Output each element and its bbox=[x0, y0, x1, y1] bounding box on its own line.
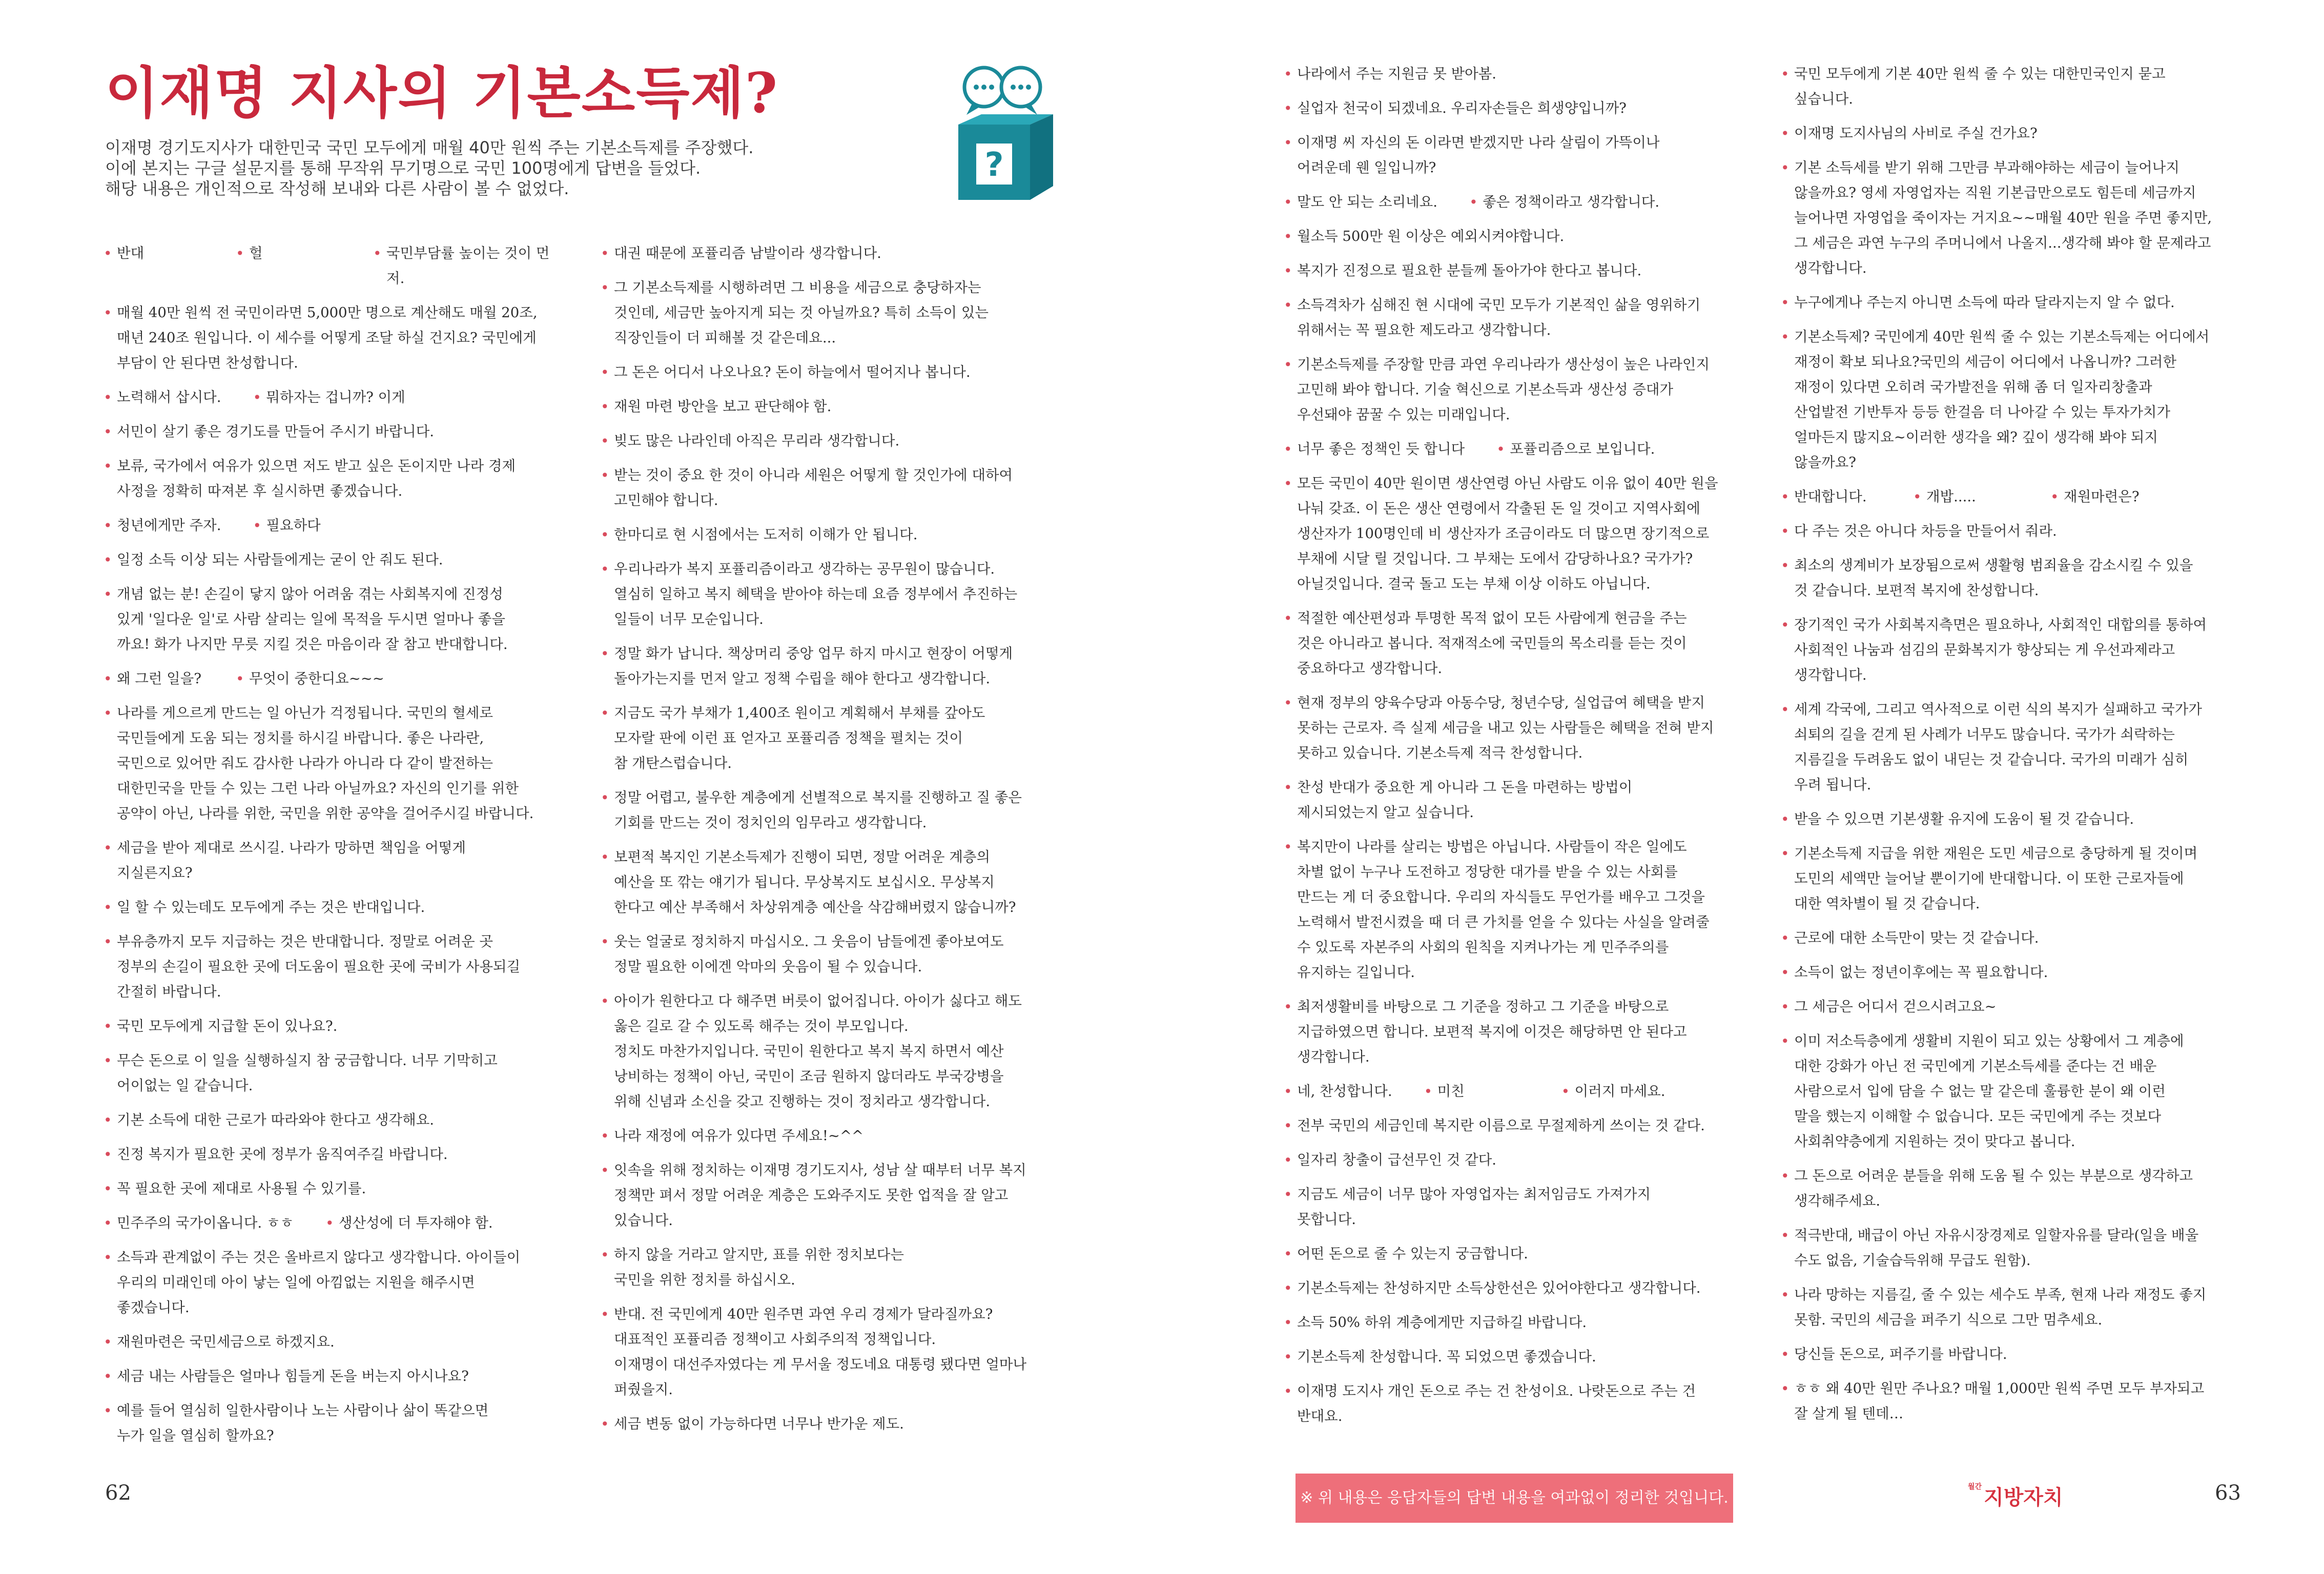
response-line: • 정말 화가 납니다. 책상머리 중앙 업무 하지 마시고 현장이 어떻게 bbox=[614, 645, 1013, 662]
response-item: • 뭐하자는 겁니까? 이게 bbox=[252, 385, 405, 410]
response-line: 모자랄 판에 이런 표 얻자고 포퓰리즘 정책을 펼치는 것이 bbox=[614, 730, 963, 746]
logo-text: 지방자치 bbox=[1984, 1486, 2063, 1509]
response-line: • 세금 내는 사람들은 얼마나 힘들게 돈을 버는지 아시나요? bbox=[117, 1368, 469, 1384]
response-line: • 복지만이 나라를 살리는 방법은 아닙니다. 사람들이 작은 일에도 bbox=[1297, 839, 1687, 855]
response-item bbox=[102, 929, 594, 1005]
response-item: • 민주주의 국가이옵니다. ㅎㅎ bbox=[102, 1211, 294, 1236]
response-line: 도민의 세액만 늘어날 뿐이기에 반대합니다. 이 또한 근로자들에 bbox=[1794, 870, 2184, 887]
response-item bbox=[1780, 324, 2272, 475]
response-line: • 꼭 필요한 곳에 제대로 사용될 수 있기를. bbox=[117, 1180, 366, 1197]
response-line: • 기본소득제를 주장할 만큼 과연 우리나라가 생산성이 높은 나라인지 bbox=[1297, 356, 1710, 373]
response-item bbox=[600, 522, 1092, 547]
response-item bbox=[1780, 155, 2272, 281]
response-item bbox=[1283, 1310, 1775, 1335]
response-line: • 보류, 국가에서 여유가 있으면 저도 받고 싶은 돈이지만 나라 경제 bbox=[117, 458, 516, 474]
response-row bbox=[1283, 1079, 1775, 1104]
response-line: • 현재 정부의 양육수당과 아동수당, 청년수당, 실업급여 혜택을 받지 bbox=[1297, 694, 1705, 711]
response-item bbox=[1283, 471, 1775, 597]
response-line: • 국민 모두에게 지급할 돈이 있나요?. bbox=[117, 1018, 338, 1034]
response-line: 누가 일을 열심히 할까요? bbox=[117, 1427, 274, 1444]
response-item bbox=[600, 1302, 1092, 1402]
response-column-4 bbox=[1780, 62, 2272, 1436]
response-item bbox=[102, 895, 594, 920]
response-line: 재정이 있다면 오히려 국가발전을 위해 좀 더 일자리창출과 bbox=[1794, 379, 2152, 395]
footnote-banner: ※ 위 내용은 응답자들의 답변 내용을 여과없이 정리한 것입니다. bbox=[1295, 1474, 1733, 1523]
response-line: • 적극반대, 배급이 아닌 자유시장경제로 일할자유를 달라(일을 배울 bbox=[1794, 1227, 2199, 1243]
response-item bbox=[600, 929, 1092, 979]
response-item bbox=[102, 454, 594, 504]
response-line: 우리의 미래인데 아이 낳는 일에 아낌없는 지원을 해주시면 bbox=[117, 1274, 475, 1291]
response-line: • 일 할 수 있는데도 모두에게 주는 것은 반대입니다. bbox=[117, 899, 425, 915]
response-item bbox=[1283, 606, 1775, 681]
response-line: 매년 240조 원입니다. 이 세수를 어떻게 조달 하실 건지요? 국민에게 bbox=[117, 330, 537, 346]
response-line: 예산을 또 깎는 얘기가 됩니다. 무상복지도 보십시오. 무상복지 bbox=[614, 874, 995, 890]
response-line: 아닐것입니다. 결국 돌고 도는 부채 이상 이하도 아닙니다. bbox=[1297, 576, 1651, 592]
intro-line: 이재명 경기도지사가 대한민국 국민 모두에게 매월 40만 원씩 주는 기본소득제를 주장했다. bbox=[105, 138, 754, 157]
response-item bbox=[600, 989, 1092, 1114]
response-item bbox=[1283, 775, 1775, 825]
response-line: • 어떤 돈으로 줄 수 있는지 궁금합니다. bbox=[1297, 1245, 1528, 1262]
response-line: • 찬성 반대가 중요한 게 아니라 그 돈을 마련하는 방법이 bbox=[1297, 779, 1633, 795]
response-line: 국민으로 있어만 줘도 감사한 나라가 아니라 다 같이 발전하는 bbox=[117, 755, 493, 771]
response-line: • 누구에게나 주는지 아니면 소득에 따라 달라지는지 알 수 없다. bbox=[1794, 294, 2175, 311]
response-item bbox=[1780, 553, 2272, 603]
response-line: • 복지가 진정으로 필요한 분들께 돌아가야 한다고 봅니다. bbox=[1297, 262, 1642, 279]
response-line: 반대요. bbox=[1297, 1408, 1343, 1424]
response-line: 국민들에게 도움 되는 정치를 하시길 바랍니다. 좋은 나라란, bbox=[117, 730, 484, 746]
response-row bbox=[102, 1211, 594, 1236]
response-line: • 세금 변동 없이 가능하다면 너무나 반가운 제도. bbox=[614, 1416, 904, 1432]
response-item bbox=[1780, 1163, 2272, 1214]
response-row bbox=[102, 385, 594, 410]
response-line: 못합니다. bbox=[1297, 1211, 1356, 1228]
response-line: • 지금도 국가 부채가 1,400조 원이고 계획해서 부채를 갚아도 bbox=[614, 705, 985, 721]
response-row bbox=[1283, 437, 1775, 462]
response-line: 사람으로서 입에 담을 수 없는 말 같은데 훌륭한 분이 왜 이런 bbox=[1794, 1083, 2166, 1099]
response-item: • 미친 bbox=[1423, 1079, 1530, 1104]
response-item bbox=[102, 582, 594, 657]
response-item: • 생산성에 더 투자해야 함. bbox=[324, 1211, 493, 1236]
response-line: 있습니다. bbox=[614, 1212, 673, 1229]
response-line: 만드는 게 더 중요합니다. 우리의 자식들도 무언가를 배우고 그것을 bbox=[1297, 889, 1705, 905]
response-item bbox=[102, 1108, 594, 1133]
response-item bbox=[1283, 130, 1775, 180]
response-line: 정말 필요한 이에겐 악마의 웃음이 될 수 있습니다. bbox=[614, 958, 922, 975]
response-line: 못하는 근로자. 즉 실제 세금을 내고 있는 사람들은 혜택을 전혀 받지 bbox=[1297, 720, 1714, 736]
response-line: • 재원마련은 국민세금으로 하겠지요. bbox=[117, 1334, 335, 1350]
response-item: • 헐 bbox=[235, 241, 341, 291]
response-line: 우선돼야 꿈꿀 수 있는 미래입니다. bbox=[1297, 406, 1510, 423]
response-item: • 너무 좋은 정책인 듯 합니다 bbox=[1283, 437, 1465, 462]
response-item bbox=[1283, 1379, 1775, 1429]
response-line: • 기본소득제는 찬성하지만 소득상한선은 있어야한다고 생각합니다. bbox=[1297, 1280, 1701, 1296]
response-item bbox=[1780, 807, 2272, 832]
response-item bbox=[1780, 1282, 2272, 1333]
response-line: 수도 없음, 기술습득위해 무급도 원함). bbox=[1794, 1252, 2031, 1269]
response-line: • 나라 망하는 지름길, 줄 수 있는 세수도 부족, 현재 나라 재정도 좋지 bbox=[1794, 1286, 2207, 1303]
response-line: • 기본소득제 지급을 위한 재원은 도민 세금으로 충당하게 될 것이며 bbox=[1794, 845, 2198, 862]
response-line: 못하고 있습니다. 기본소득제 적극 찬성합니다. bbox=[1297, 745, 1583, 761]
response-line: • 그 기본소득제를 시행하려면 그 비용을 세금으로 충당하자는 bbox=[614, 279, 981, 296]
response-item bbox=[1780, 62, 2272, 112]
response-line: 사정을 정확히 따져본 후 실시하면 좋겠습니다. bbox=[117, 483, 403, 499]
response-line: 공약이 아닌, 나라를 위한, 국민을 위한 공약을 걸어주시길 바랍니다. bbox=[117, 805, 534, 822]
intro-text bbox=[105, 137, 822, 199]
response-item bbox=[102, 701, 594, 826]
response-line: • 잇속을 위해 정치하는 이재명 경기도지사, 성남 살 때부터 너무 복지 bbox=[614, 1162, 1026, 1178]
response-line: • 다 주는 것은 아니다 차등을 만들어서 줘라. bbox=[1794, 523, 2057, 539]
response-line: • 기본소득제 찬성합니다. 꼭 되었으면 좋겠습니다. bbox=[1297, 1348, 1596, 1365]
response-line: 늘어나면 자영업을 죽이자는 거지요~~매월 40만 원을 주면 좋지만, bbox=[1794, 210, 2212, 226]
response-line: 생산자가 100명인데 비 생산자가 조금이라도 더 많으면 장기적으로 bbox=[1297, 525, 1710, 542]
response-item bbox=[1283, 1344, 1775, 1369]
response-item bbox=[102, 1142, 594, 1167]
response-item: • 말도 안 되는 소리네요. bbox=[1283, 190, 1437, 215]
response-line: 까요! 화가 나지만 무릇 지킬 것은 마음이라 잘 참고 반대합니다. bbox=[117, 636, 508, 652]
response-item bbox=[600, 845, 1092, 920]
response-line: 나눠 갖죠. 이 돈은 생산 연령에서 각출된 돈 일 것이고 지역사회에 bbox=[1297, 500, 1700, 517]
response-line: 지실른지요? bbox=[117, 865, 193, 881]
response-item bbox=[1780, 841, 2272, 916]
response-line: • 그 돈으로 어려운 분들을 위해 도움 될 수 있는 부분으로 생각하고 bbox=[1794, 1168, 2193, 1184]
response-item bbox=[600, 1158, 1092, 1233]
response-item bbox=[1780, 612, 2272, 688]
response-line: 좋겠습니다. bbox=[117, 1299, 190, 1316]
svg-text:?: ? bbox=[984, 146, 1004, 184]
response-row bbox=[1780, 484, 2272, 509]
response-item bbox=[1780, 121, 2272, 146]
response-line: • 소득과 관계없이 주는 것은 올바르지 않다고 생각합니다. 아이들이 bbox=[117, 1249, 521, 1265]
response-line: • 모든 국민이 40만 원이면 생산연령 아닌 사람도 이유 없이 40만 원을 bbox=[1297, 475, 1718, 492]
response-item: • 노력해서 삽시다. bbox=[102, 385, 221, 410]
logo-small-text: 월간 bbox=[1968, 1483, 1982, 1491]
response-line: 중요하다고 생각합니다. bbox=[1297, 660, 1443, 677]
response-line: • 반대. 전 국민에게 40만 원주면 과연 우리 경제가 달라질까요? bbox=[614, 1306, 993, 1322]
response-item bbox=[600, 641, 1092, 691]
response-line: 옳은 길로 갈 수 있도록 해주는 것이 부모입니다. bbox=[614, 1018, 909, 1034]
response-item bbox=[1780, 926, 2272, 951]
response-line: 대한 역차별이 될 것 같습니다. bbox=[1794, 895, 1980, 912]
response-item bbox=[600, 1412, 1092, 1437]
response-line: 차별 없이 누구나 도전하고 정당한 대가를 받을 수 있는 사회를 bbox=[1297, 864, 1678, 880]
response-item bbox=[102, 1014, 594, 1039]
right-page bbox=[1162, 0, 2324, 1574]
response-line: 않을까요? bbox=[1794, 454, 1857, 471]
response-line: • 세계 각국에, 그리고 역사적으로 이런 식의 복지가 실패하고 국가가 bbox=[1794, 701, 2202, 718]
response-line: 정부의 손길이 필요한 곳에 더도움이 필요한 곳에 국비가 사용되길 bbox=[117, 958, 521, 975]
response-item bbox=[600, 394, 1092, 419]
response-item bbox=[600, 360, 1092, 385]
response-line: • 기본 소득에 대한 근로가 따라와야 한다고 생각해요. bbox=[117, 1112, 435, 1128]
response-line: 이재명이 대선주자였다는 게 무서울 정도네요 대통령 됐다면 얼마나 bbox=[614, 1356, 1027, 1373]
response-row bbox=[102, 666, 594, 691]
response-item bbox=[600, 463, 1092, 513]
response-item bbox=[1283, 1276, 1775, 1301]
response-line: • 기본 소득세를 받기 위해 그만큼 부과해야하는 세금이 늘어나지 bbox=[1794, 159, 2179, 176]
response-item bbox=[102, 1176, 594, 1201]
response-line: • 월소득 500만 원 이상은 예외시켜야합니다. bbox=[1297, 228, 1565, 244]
response-item bbox=[1283, 352, 1775, 427]
response-line: • 소득격차가 심해진 현 시대에 국민 모두가 기본적인 삶을 영위하기 bbox=[1297, 297, 1701, 313]
response-item bbox=[600, 275, 1092, 351]
response-item bbox=[600, 557, 1092, 632]
response-item bbox=[600, 1242, 1092, 1293]
response-item bbox=[1283, 994, 1775, 1070]
response-item bbox=[1780, 994, 2272, 1019]
response-item bbox=[1283, 1182, 1775, 1232]
response-line: 것 같습니다. 보편적 복지에 찬성합니다. bbox=[1794, 582, 2039, 599]
response-line: • 소득이 없는 정년이후에는 꼭 필요합니다. bbox=[1794, 964, 2048, 980]
response-line: • 근로에 대한 소득만이 맞는 것 같습니다. bbox=[1794, 930, 2039, 946]
response-line: • 이재명 도지사 개인 돈으로 주는 건 찬성이요. 나랏돈으로 주는 건 bbox=[1297, 1383, 1696, 1399]
response-line: 어이없는 일 같습니다. bbox=[117, 1077, 253, 1094]
response-line: 제시되었는지 알고 싶습니다. bbox=[1297, 804, 1474, 821]
response-line: • ㅎㅎ 왜 40만 원만 주나요? 매월 1,000만 원씩 주면 모두 부자되고 bbox=[1794, 1380, 2205, 1397]
response-line: 국민을 위한 정치를 하십시오. bbox=[614, 1272, 795, 1288]
response-line: 고민해야 합니다. bbox=[614, 492, 718, 508]
response-item: • 좋은 정책이라고 생각합니다. bbox=[1468, 190, 1659, 215]
response-item: • 네, 찬성합니다. bbox=[1283, 1079, 1392, 1104]
response-line: 대한민국을 만들 수 있는 그런 나라 아닐까요? 자신의 인기를 위한 bbox=[117, 780, 519, 796]
response-line: 사회취약층에게 지원하는 것이 맞다고 봅니다. bbox=[1794, 1133, 2075, 1150]
response-item bbox=[1283, 834, 1775, 985]
response-line: 것인데, 세금만 높아지게 되는 것 아닐까요? 특히 소득이 있는 bbox=[614, 304, 989, 321]
response-line: • 이재명 씨 자신의 돈 이라면 받겠지만 나라 살림이 가뜩이나 bbox=[1297, 134, 1660, 151]
response-line: 대표적인 포퓰리즘 정책이고 사회주의적 정책입니다. bbox=[614, 1331, 936, 1347]
response-item bbox=[1283, 1148, 1775, 1173]
page-number-right: 63 bbox=[2215, 1481, 2241, 1505]
response-row bbox=[102, 241, 594, 291]
response-column-2 bbox=[600, 241, 1092, 1446]
response-item: • 왜 그런 일을? bbox=[102, 666, 204, 691]
response-line: • 우리나라가 복지 포퓰리즘이라고 생각하는 공무원이 많습니다. bbox=[614, 561, 995, 577]
response-line: 있게 '일다운 일'로 사람 살리는 일에 목적을 두시면 얼마나 좋을 bbox=[117, 611, 505, 627]
response-item: • 필요하다 bbox=[252, 513, 358, 538]
magazine-logo bbox=[1968, 1481, 2063, 1510]
response-line: • 하지 않을 거라고 알지만, 표를 위한 정치보다는 bbox=[614, 1246, 904, 1263]
response-line: 수 있도록 자본주의 사회의 원칙을 지켜나가는 게 민주주의를 bbox=[1297, 939, 1669, 955]
response-line: • 국민 모두에게 기본 40만 원씩 줄 수 있는 대한민국인지 묻고 bbox=[1794, 66, 2166, 82]
response-line: • 당신들 돈으로, 퍼주기를 바랍니다. bbox=[1794, 1346, 2007, 1362]
response-line: • 진정 복지가 필요한 곳에 정부가 움직여주길 바랍니다. bbox=[117, 1146, 448, 1162]
response-item bbox=[1780, 519, 2272, 544]
response-line: • 매월 40만 원씩 전 국민이라면 5,000만 명으로 계산해도 매월 20조, bbox=[117, 304, 538, 321]
response-line: 어려운데 웬 일입니까? bbox=[1297, 159, 1436, 176]
response-item bbox=[1780, 1376, 2272, 1426]
response-line: 싶습니다. bbox=[1794, 91, 1854, 107]
response-line: 한다고 예산 부족해서 차상위계층 예산을 삭감해버렸지 않습니까? bbox=[614, 899, 1016, 915]
response-line: 우려 됩니다. bbox=[1794, 776, 1871, 793]
response-line: • 장기적인 국가 사회복지측면은 필요하나, 사회적인 대합의를 통하여 bbox=[1794, 617, 2207, 633]
response-line: • 일자리 창출이 급선무인 것 같다. bbox=[1297, 1152, 1497, 1168]
response-line: 참 개탄스럽습니다. bbox=[614, 755, 732, 771]
response-line: 생각합니다. bbox=[1794, 260, 1867, 276]
response-line: • 지금도 세금이 너무 많아 자영업자는 최저임금도 가져가지 bbox=[1297, 1186, 1651, 1202]
response-item: • 이러지 마세요. bbox=[1560, 1079, 1667, 1104]
response-line: • 빚도 많은 나라인데 아직은 무리라 생각합니다. bbox=[614, 433, 900, 449]
response-line: 그 세금은 과연 누구의 주머니에서 나올지...생각해 봐야 할 문제라고 bbox=[1794, 235, 2211, 251]
response-line: 산업발전 기반투자 등등 한걸음 더 나아갈 수 있는 투자가치가 bbox=[1794, 404, 2171, 420]
response-line: 일들이 너무 모순입니다. bbox=[614, 611, 764, 627]
question-box-icon bbox=[948, 66, 1061, 204]
response-line: • 아이가 원한다고 다 해주면 버릇이 없어집니다. 아이가 싫다고 해도 bbox=[614, 993, 1022, 1009]
response-line: • 일정 소득 이상 되는 사람들에게는 굳이 안 줘도 된다. bbox=[117, 551, 443, 568]
response-line: 생각합니다. bbox=[1794, 667, 1867, 683]
response-line: 직장인들이 더 피해볼 것 같은데요... bbox=[614, 330, 836, 346]
response-item bbox=[102, 419, 594, 444]
intro-line: 해당 내용은 개인적으로 작성해 보내와 다른 사람이 볼 수 없었다. bbox=[105, 179, 569, 198]
response-line: 못함. 국민의 세금을 퍼주기 식으로 그만 멈추세요. bbox=[1794, 1312, 2103, 1328]
response-item: • 국민부담률 높이는 것이 먼저. bbox=[372, 241, 564, 291]
response-line: • 예를 들어 열심히 일한사람이나 노는 사람이나 삶이 똑같으면 bbox=[117, 1402, 489, 1419]
response-line: • 이재명 도지사님의 사비로 주실 건가요? bbox=[1794, 125, 2038, 141]
response-line: 퍼줬을지. bbox=[614, 1381, 673, 1398]
response-column-3 bbox=[1283, 62, 1775, 1438]
response-line: 지급하였으면 합니다. 보편적 복지에 이것은 해당하면 안 된다고 bbox=[1297, 1024, 1687, 1040]
response-line: • 그 돈은 어디서 나오나요? 돈이 하늘에서 떨어지나 봅니다. bbox=[614, 364, 971, 380]
response-item: • 개밥..... bbox=[1912, 484, 2019, 509]
response-line: • 이미 저소득층에게 생활비 지원이 되고 있는 상황에서 그 계층에 bbox=[1794, 1033, 2184, 1049]
response-item bbox=[102, 1048, 594, 1098]
response-item bbox=[1780, 1029, 2272, 1154]
response-line: 생각해주세요. bbox=[1794, 1193, 1881, 1209]
response-item bbox=[102, 547, 594, 573]
response-item bbox=[102, 1245, 594, 1320]
response-line: 얼마든지 많지요~이러한 생각을 왜? 깊이 생각해 봐야 되지 bbox=[1794, 429, 2158, 445]
response-line: • 무슨 돈으로 이 일을 실행하실지 참 궁금합니다. 너무 기막히고 bbox=[117, 1052, 498, 1069]
response-item bbox=[1780, 1223, 2272, 1273]
response-line: 정치도 마찬가지입니다. 국민이 원한다고 복지 복지 하면서 예산 bbox=[614, 1043, 1004, 1059]
page-title: 이재명 지사의 기본소득제? bbox=[105, 61, 779, 126]
response-line: 대한 강화가 아닌 전 국민에게 기본소득세를 준다는 건 배운 bbox=[1794, 1058, 2157, 1074]
response-item: • 재원마련은? bbox=[2049, 484, 2156, 509]
response-line: • 받을 수 있으면 기본생활 유지에 도움이 될 것 같습니다. bbox=[1794, 811, 2134, 827]
response-item bbox=[600, 785, 1092, 835]
response-row bbox=[102, 513, 594, 538]
response-item bbox=[1283, 1241, 1775, 1266]
response-item bbox=[600, 1123, 1092, 1149]
response-line: 낭비하는 정책이 아닌, 국민이 조금 원하지 않더라도 부국강병을 bbox=[614, 1068, 1004, 1085]
response-line: 고민해 봐야 합니다. 기술 혁신으로 기본소득과 생산성 증대가 bbox=[1297, 381, 1674, 398]
response-line: 것은 아니라고 봅니다. 적재적소에 국민들의 목소리를 듣는 것이 bbox=[1297, 635, 1687, 651]
response-item bbox=[1283, 224, 1775, 249]
response-line: 잘 살게 될 텐데… bbox=[1794, 1405, 1904, 1422]
response-item bbox=[600, 428, 1092, 454]
intro-line: 이에 본지는 구글 설문지를 통해 무작위 무기명으로 국민 100명에게 답변을 들었다. bbox=[105, 158, 701, 178]
response-item bbox=[600, 241, 1092, 266]
response-line: 사회적인 나눔과 섬김의 문화복지가 향상되는 게 우선과제라고 bbox=[1794, 642, 2175, 658]
response-line: 쇠퇴의 길을 걷게 된 사례가 너무도 많습니다. 국가가 쇠락하는 bbox=[1794, 726, 2175, 743]
response-item bbox=[102, 835, 594, 886]
response-line: 기회를 만드는 것이 정치인의 임무라고 생각합니다. bbox=[614, 814, 927, 831]
response-line: • 보편적 복지인 기본소득제가 진행이 되면, 정말 어려운 계층의 bbox=[614, 849, 991, 865]
response-line: • 한마디로 현 시점에서는 도저히 이해가 안 됩니다. bbox=[614, 526, 918, 543]
response-item bbox=[1283, 690, 1775, 766]
response-item bbox=[1780, 290, 2272, 315]
response-line: • 나라를 게으르게 만드는 일 아닌가 걱정됩니다. 국민의 혈세로 bbox=[117, 705, 493, 721]
response-item bbox=[102, 300, 594, 376]
response-line: 정책만 펴서 정말 어려운 계층은 도와주지도 못한 업적을 잘 알고 bbox=[614, 1187, 1009, 1203]
response-line: 간절히 바랍니다. bbox=[117, 984, 221, 1000]
response-item bbox=[1780, 960, 2272, 985]
response-item bbox=[600, 701, 1092, 776]
response-item bbox=[1283, 96, 1775, 121]
response-line: • 개념 없는 분! 손길이 닿지 않아 어려움 겪는 사회복지에 진정성 bbox=[117, 586, 503, 602]
response-line: • 그 세금은 어디서 걷으시려고요~ bbox=[1794, 998, 1997, 1015]
response-line: 위해서는 꼭 필요한 제도라고 생각합니다. bbox=[1297, 322, 1551, 338]
response-line: 유지하는 길입니다. bbox=[1297, 964, 1415, 980]
response-line: 지름길을 두려움도 없이 내딛는 것 같습니다. 국가의 미래가 심히 bbox=[1794, 751, 2189, 768]
response-item bbox=[1283, 1113, 1775, 1138]
response-item bbox=[102, 1398, 594, 1448]
response-item bbox=[102, 1330, 594, 1355]
response-item: • 포퓰리즘으로 보입니다. bbox=[1495, 437, 1655, 462]
response-line: • 전부 국민의 세금인데 복지란 이름으로 무절제하게 쓰이는 것 같다. bbox=[1297, 1117, 1705, 1134]
response-item: • 무엇이 중한디요~~~ bbox=[235, 666, 384, 691]
response-item bbox=[1283, 62, 1775, 87]
response-line: • 적절한 예산편성과 투명한 목적 없이 모든 사람에게 현금을 주는 bbox=[1297, 610, 1687, 626]
response-line: • 재원 마련 방안을 보고 판단해야 함. bbox=[614, 398, 832, 415]
response-item bbox=[1283, 293, 1775, 343]
response-line: • 소득 50% 하위 계층에게만 지급하길 바랍니다. bbox=[1297, 1314, 1587, 1331]
response-line: 열심히 일하고 복지 혜택을 받아야 하는데 요즘 정부에서 추진하는 bbox=[614, 586, 1018, 602]
response-line: • 대권 때문에 포퓰리즘 남발이라 생각합니다. bbox=[614, 245, 881, 261]
response-line: • 서민이 살기 좋은 경기도를 만들어 주시기 바랍니다. bbox=[117, 423, 435, 440]
response-item bbox=[1780, 1342, 2272, 1367]
response-item bbox=[1283, 258, 1775, 283]
response-line: 재정이 확보 되나요?국민의 세금이 어디에서 나옵니까? 그러한 bbox=[1794, 354, 2177, 370]
response-line: • 웃는 얼굴로 정치하지 마십시오. 그 웃음이 남들에겐 좋아보여도 bbox=[614, 933, 1004, 950]
response-line: • 최저생활비를 바탕으로 그 기준을 정하고 그 기준을 바탕으로 bbox=[1297, 998, 1669, 1015]
response-item: • 반대 bbox=[102, 241, 204, 291]
response-row bbox=[1283, 190, 1775, 215]
response-line: 부채에 시달 릴 것입니다. 그 부채는 도에서 감당하나요? 국가가? bbox=[1297, 550, 1693, 567]
response-line: • 세금을 받아 제대로 쓰시길. 나라가 망하면 책임을 어떻게 bbox=[117, 840, 466, 856]
response-line: 말을 했는지 이해할 수 없습니다. 모든 국민에게 주는 것보다 bbox=[1794, 1108, 2162, 1125]
response-line: 않을까요? 영세 자영업자는 직원 기본급만으로도 힘든데 세금까지 bbox=[1794, 185, 2196, 201]
response-column-1 bbox=[102, 241, 594, 1458]
response-line: • 기본소득제? 국민에게 40만 원씩 줄 수 있는 기본소득제는 어디에서 bbox=[1794, 329, 2210, 345]
response-line: • 나라에서 주는 지원금 못 받아봄. bbox=[1297, 66, 1497, 82]
response-item: • 청년에게만 주자. bbox=[102, 513, 221, 538]
response-item bbox=[1780, 697, 2272, 798]
response-line: 생각합니다. bbox=[1297, 1049, 1370, 1065]
response-line: • 나라 재정에 여유가 있다면 주세요!~^^ bbox=[614, 1128, 864, 1144]
response-line: 위해 신념과 소신을 갖고 진행하는 것이 정치라고 생각합니다. bbox=[614, 1093, 991, 1110]
response-line: 부담이 안 된다면 찬성합니다. bbox=[117, 355, 298, 371]
response-line: 노력해서 발전시켰을 때 더 큰 가치를 얻을 수 있다는 사실을 알려줄 bbox=[1297, 914, 1710, 930]
page-number-left: 62 bbox=[105, 1481, 131, 1505]
response-line: • 받는 것이 중요 한 것이 아니라 세원은 어떻게 할 것인가에 대하여 bbox=[614, 467, 1013, 483]
response-line: 돌아가는지를 먼저 알고 정책 수립을 해야 한다고 생각합니다. bbox=[614, 670, 991, 687]
response-item: • 반대합니다. bbox=[1780, 484, 1881, 509]
response-item bbox=[102, 1364, 594, 1389]
response-line: • 최소의 생계비가 보장됨으로써 생활형 범죄율을 감소시킬 수 있을 bbox=[1794, 557, 2193, 574]
response-line: • 실업자 천국이 되겠네요. 우리자손들은 희생양입니까? bbox=[1297, 100, 1627, 116]
response-line: • 정말 어렵고, 불우한 계층에게 선별적으로 복지를 진행하고 질 좋은 bbox=[614, 789, 1022, 806]
response-line: • 부유층까지 모두 지급하는 것은 반대합니다. 정말로 어려운 곳 bbox=[117, 933, 493, 950]
